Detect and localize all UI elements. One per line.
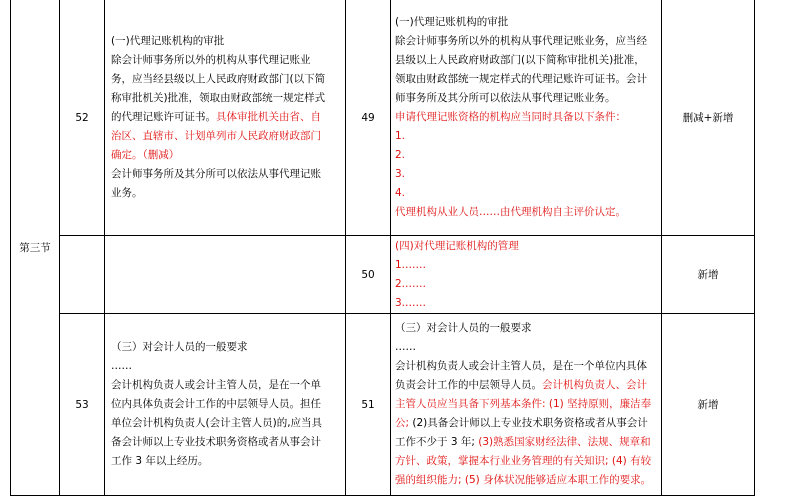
text-line (111, 70, 339, 89)
new-lines (395, 237, 657, 313)
new-article-text (391, 236, 662, 314)
text-segment: (一)代理记账机构的审批 (111, 35, 225, 47)
text-segment: 4. (395, 187, 406, 199)
text-line (111, 433, 339, 452)
text-segment: 公; (395, 417, 410, 429)
new-article-number: 51 (346, 314, 391, 496)
text-segment: 方针、政策， (395, 455, 458, 467)
text-segment: (5) 身体状况能够适应本职工作的要求。 (461, 474, 652, 486)
text-segment: 县级以上人民政府财政部门(以下简称审批机关)批准， (395, 54, 645, 66)
text-line (395, 357, 657, 376)
text-segment: 主管人员应当具备下列基本条件: (1) 坚持原则，廉洁奉 (395, 398, 652, 410)
text-line (111, 108, 339, 127)
text-segment: 师事务所及其分所可以依法从事代理记账业务。 (395, 92, 616, 104)
text-line (395, 256, 657, 275)
text-line (111, 452, 339, 471)
text-line (111, 127, 339, 146)
text-segment: 2. (395, 149, 406, 161)
text-segment: 会计机构负责人或会计主管人员，是在一个单位内具体 (395, 360, 647, 372)
change-note: 新增 (662, 314, 755, 496)
text-segment: 领取由财政部统一规定样式的代理记账许可证书。会计 (395, 73, 647, 85)
change-note: 新增 (662, 236, 755, 314)
text-line (395, 165, 657, 184)
text-line (395, 146, 657, 165)
change-note: 删减+新增 (662, 0, 755, 236)
text-line (395, 89, 657, 108)
text-line (111, 32, 339, 51)
text-line (395, 294, 657, 313)
text-segment: (一)代理记账机构的审批 (395, 16, 509, 28)
text-line (395, 237, 657, 256)
text-segment: 强的组织能力; (395, 474, 462, 486)
text-segment: 1.…… (395, 258, 427, 271)
text-segment: …… (395, 341, 416, 353)
text-line (111, 376, 339, 395)
text-segment: 业务。 (111, 187, 143, 199)
text-line (111, 146, 339, 165)
text-segment: (2)具备会计师以上专业技术职务资格或者从事会计 (409, 417, 648, 429)
text-line (395, 452, 657, 471)
text-line (395, 471, 657, 490)
new-lines (395, 13, 657, 222)
text-segment: 具体审批机关由省、自 (216, 111, 321, 123)
old-article-number: 52 (60, 0, 105, 236)
new-article-number: 49 (346, 0, 391, 236)
text-segment: 1. (395, 130, 406, 142)
text-segment: 会计机构负责人或会计主管人员，是在一个单 (111, 379, 321, 391)
text-segment: 申请代理记账资格的机构应当同时具备以下条件： (395, 111, 626, 123)
text-segment: 务，应当经县级以上人民政府财政部门(以下简 (111, 73, 326, 85)
new-article-number: 50 (346, 236, 391, 314)
text-segment: 代理机构从业人员……由代理机构自主评价认定。 (395, 206, 626, 218)
text-segment: 掌握本行业业务管理的有关知识; (4) 有较 (458, 455, 652, 467)
text-line (395, 338, 657, 357)
new-article-text (391, 314, 662, 496)
text-segment: 工作不少于 3 年; (395, 436, 475, 448)
text-segment: 备会计师以上专业技术职务资格或者从事会计 (111, 436, 321, 448)
old-article-number (60, 236, 105, 314)
old-article-number: 53 (60, 314, 105, 496)
text-segment: 确定。（删减） (111, 149, 180, 161)
text-segment: 治区、直辖市、计划单列市人民政府财政部门 (111, 130, 321, 142)
table-row (4, 314, 755, 496)
text-segment: 单位会计机构负责人(会计主管人员)的,应当具 (111, 417, 323, 429)
text-line (395, 414, 657, 433)
comparison-table (4, 0, 755, 496)
text-line (395, 376, 657, 395)
text-segment: 称审批机关)批准，领取由财政部统一规定样式 (111, 92, 326, 104)
text-line (111, 357, 339, 376)
text-line (395, 203, 657, 222)
text-line (395, 51, 657, 70)
text-segment: 除会计师事务所以外的机构从事代理记账业务，应当经 (395, 35, 647, 47)
text-line (395, 319, 657, 338)
old-article-text (105, 236, 346, 314)
text-line (111, 165, 339, 184)
text-line (395, 127, 657, 146)
old-article-text (105, 314, 346, 496)
text-line (395, 13, 657, 32)
text-segment: 除会计师事务所以外的机构从事代理记账业 (111, 54, 311, 66)
text-segment: 的代理记账许可证书。 (111, 111, 216, 123)
text-line (395, 32, 657, 51)
text-line (395, 108, 657, 127)
new-lines (395, 319, 657, 490)
table-row (4, 236, 755, 314)
old-lines (111, 32, 339, 203)
text-line (395, 275, 657, 294)
text-segment: 工作 3 年以上经历。 (111, 455, 209, 467)
text-line (111, 51, 339, 70)
text-segment: …… (111, 360, 132, 372)
section-label: 第三节 (19, 242, 51, 254)
section-cell (11, 0, 60, 496)
text-line (111, 395, 339, 414)
text-segment: （三）对会计人员的一般要求 (111, 341, 248, 353)
text-line (111, 414, 339, 433)
text-segment: 2.…… (395, 277, 427, 290)
text-line (395, 433, 657, 452)
text-segment: 3. (395, 168, 406, 180)
old-lines (111, 338, 339, 471)
text-line (395, 395, 657, 414)
text-line (395, 184, 657, 203)
text-segment: 3.…… (395, 296, 427, 309)
text-segment: 位内具体负责会计工作的中层领导人员。担任 (111, 398, 321, 410)
text-line (111, 184, 339, 203)
text-line (111, 338, 339, 357)
text-line (395, 70, 657, 89)
old-article-text (105, 0, 346, 236)
text-segment: (3)熟悉国家财经法律、法规、规章和 (474, 436, 651, 448)
text-segment: 会计师事务所及其分所可以依法从事代理记账 (111, 168, 321, 180)
text-line (111, 89, 339, 108)
text-segment: 负责会计工作的中层领导人员。 (395, 379, 542, 391)
text-segment: 会计机构负责人、会计 (542, 379, 647, 391)
text-segment: (四)对代理记账机构的管理 (395, 239, 519, 252)
table-row (4, 0, 755, 236)
text-segment: （三）对会计人员的一般要求 (395, 322, 532, 334)
new-article-text (391, 0, 662, 236)
